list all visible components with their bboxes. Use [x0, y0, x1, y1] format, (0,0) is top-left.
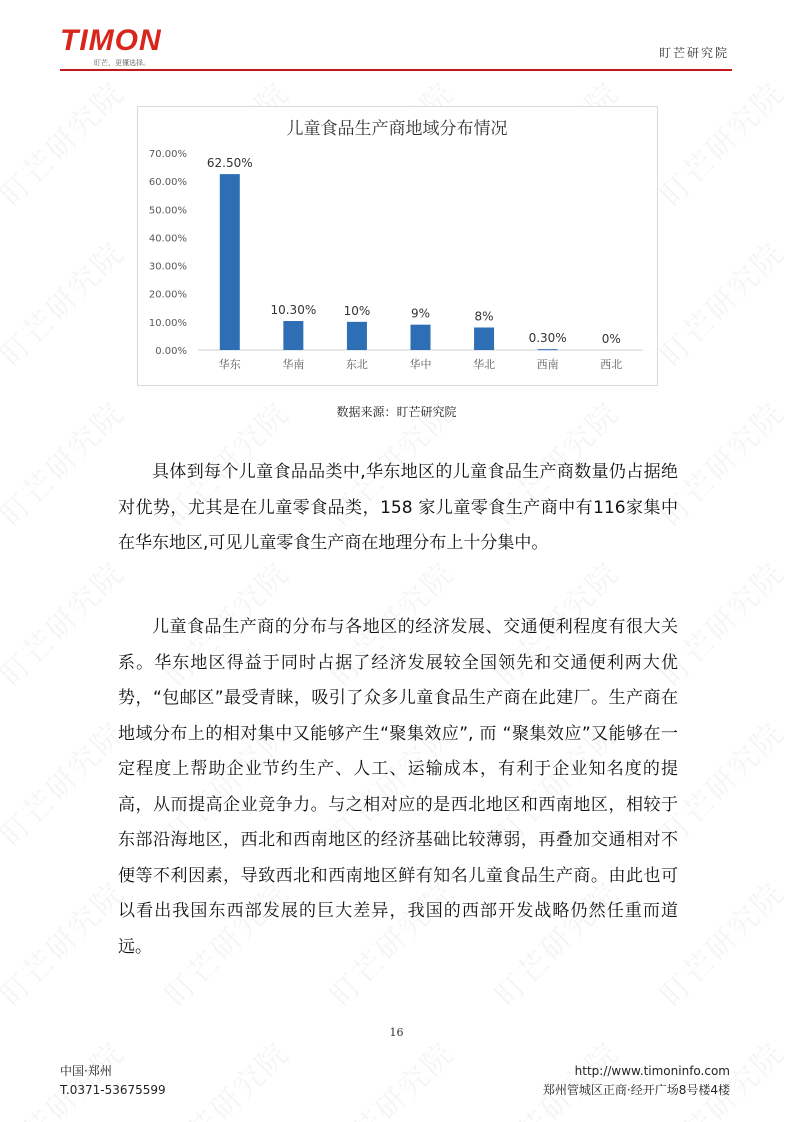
logo-slogan: 盯芒，更懂选择。 — [94, 59, 150, 67]
x-category-label: 东北 — [345, 358, 368, 371]
bar — [411, 325, 431, 350]
region-distribution-chart — [138, 107, 657, 385]
bar-data-label: 10% — [343, 303, 371, 318]
y-tick-label: 10.00% — [148, 317, 187, 329]
watermark-text — [0, 710, 132, 854]
footer-address: 郑州管城区正商·经开广场8号楼4楼 — [542, 1083, 730, 1097]
bar-data-label: 0.30% — [528, 331, 567, 346]
watermark-text — [318, 1030, 462, 1122]
y-tick-label: 30.00% — [148, 261, 187, 273]
footer-location: 中国·郑州 — [60, 1064, 112, 1078]
watermark-text — [648, 230, 792, 374]
chart-frame — [137, 106, 658, 386]
footer-contact — [60, 1062, 166, 1100]
page-number: 16 — [389, 1026, 404, 1039]
bar — [220, 174, 240, 350]
x-category-label: 华北 — [473, 358, 496, 371]
watermark-text — [153, 1030, 297, 1122]
body-paragraph: 具体到每个儿童食品品类中,华东地区的儿童食品生产商数量仍占据绝对优势，尤其是在儿童零食品类，158 家儿童零食生产商中有116家集中在华东地区,可见儿童零食生产商在地理分布上十分集中。 — [118, 462, 678, 553]
y-tick-label: 40.00% — [148, 233, 187, 245]
footer-address-block — [543, 1062, 730, 1100]
bar — [474, 327, 494, 350]
x-category-label: 华南 — [282, 358, 305, 371]
x-category-label: 西北 — [600, 358, 623, 371]
watermark-text — [0, 550, 132, 694]
y-tick-label: 0.00% — [155, 346, 187, 357]
logo-wordmark: TIMON — [60, 24, 162, 57]
footer-phone: T.0371-53675599 — [60, 1083, 166, 1097]
bar-data-label: 62.50% — [206, 156, 253, 171]
bar — [283, 321, 303, 350]
bar-data-label: 0% — [601, 332, 621, 346]
y-tick-label: 20.00% — [148, 289, 187, 301]
bar-data-label: 10.30% — [270, 303, 317, 318]
y-tick-label: 60.00% — [148, 177, 187, 189]
y-tick-label: 70.00% — [148, 149, 187, 160]
watermark-text — [648, 70, 792, 214]
bar-data-label: 9% — [410, 306, 431, 321]
chart-title: 儿童食品生产商地域分布情况 — [286, 119, 508, 139]
bar — [347, 322, 367, 350]
watermark-text — [0, 870, 132, 1014]
y-tick-label: 50.00% — [148, 205, 187, 217]
x-category-label: 华中 — [409, 358, 432, 371]
x-category-label: 华东 — [218, 358, 241, 371]
chart-source-caption: 数据来源：盯芒研究院 — [336, 405, 457, 419]
header-org-name: 盯芒研究院 — [658, 46, 729, 60]
x-category-label: 西南 — [536, 358, 559, 371]
header-divider — [60, 69, 732, 71]
bar — [538, 349, 558, 350]
body-paragraph: 儿童食品生产商的分布与各地区的经济发展、交通便利程度有很大关系。华东地区得益于同时占据了经济发展较全国领先和交通便利两大优势，“包邮区”最受青睐，吸引了众多儿童食品生产商在此建厂。生产商在地域分布上的相对集中又能够产生“聚集效应”, 而 “聚集效应”又能够在一定程度上帮助企业节约生产、人工、运输成本，有利于企业知名度的提高，从而提高企业竞争力。与之相对应的是西北地区和西南地区，相较于东部沿海地区，西北和西南地区的经济基础比较薄弱，再叠加交通相对不便等不利因素，导致西北和西南地区鲜有知名儿童食品生产商。由此也可以看出我国东西部发展的巨大差异，我国的西部开发战略仍然任重而道远。 — [118, 617, 678, 957]
bar-data-label: 8% — [474, 309, 494, 324]
timon-logo — [60, 24, 180, 66]
watermark-text — [0, 70, 132, 214]
footer-website-link[interactable]: http://www.timoninfo.com — [574, 1064, 730, 1078]
watermark-text — [0, 230, 132, 374]
